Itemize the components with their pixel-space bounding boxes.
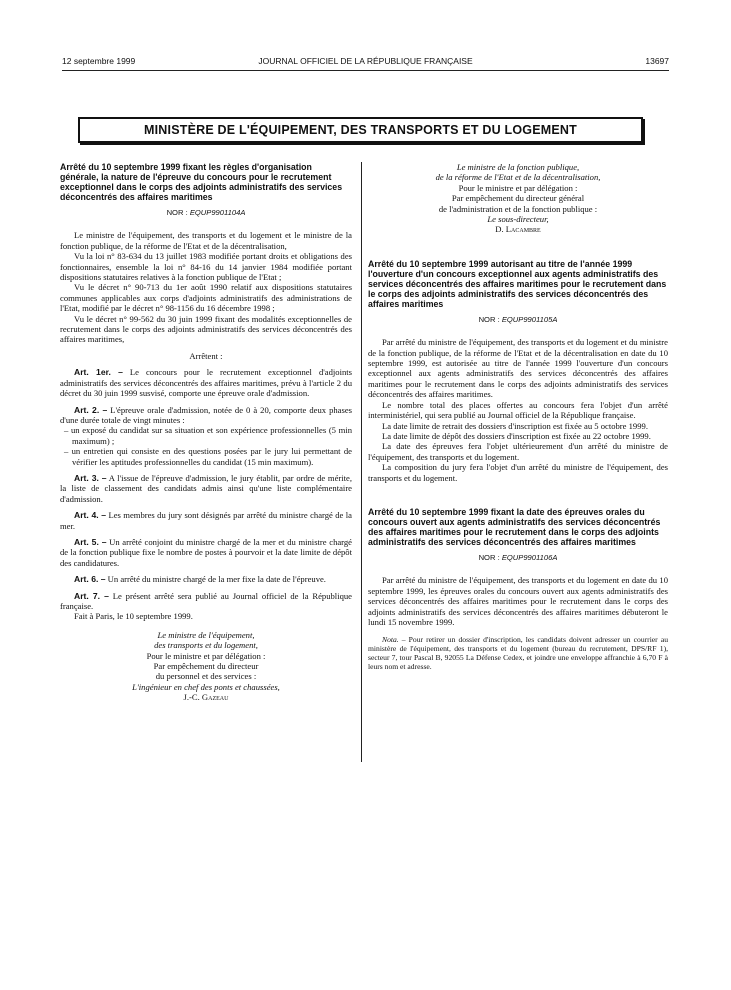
decree-title: Arrêté du 10 septembre 1999 autorisant au titre de l'année 1999 l'ouverture d'un concours exceptionnel aux agents administratifs des services déconcentrés des affaires maritimes pour le recrutement dans le corps des adjoints administratifs des services déconcentrés des affaires maritimes — [368, 258, 667, 309]
nor-reference: NOR : EQUP9901104A — [166, 208, 246, 217]
header-date: 12 septembre 1999 — [62, 56, 136, 66]
list-item: – un entretien qui consiste en des questions posées par le jury lui permettant de vérifier les aptitudes professionnelles du candidat (15 min maximum). — [72, 446, 352, 467]
running-header — [62, 56, 669, 70]
paragraph: Le nombre total des places offertes au concours fera l'objet d'un arrêté interministériel, qui sera publié au Journal officiel de la République française. — [368, 399, 668, 421]
visa: Vu la loi n° 83-634 du 13 juillet 1983 modifiée portant droits et obligations des fonctionnaires, ensemble la loi n° 84-16 du 14 janvier 1984 modifiée portant dispositions statutaires relatives à la fonction publique de l'Etat ; — [60, 251, 352, 283]
signature-block: Le ministre de la fonction publique, de la réforme de l'Etat et de la décentralisation, Pour le ministre et par délégation : Par empêchement du directeur général de l'administration et de la fonction publique : Le sous-directeur, D. Lacambre — [368, 162, 668, 235]
article-5: Art. 5. – Un arrêté conjoint du ministre chargé de la mer et du ministre chargé de la fonction publique fixe le nombre de postes à pourvoir et la date limite de dépôt des candidatures. — [60, 536, 352, 568]
article-7: Art. 7. – Le présent arrêté sera publié au Journal officiel de la République française. — [60, 590, 352, 611]
right-column — [368, 162, 668, 671]
paragraph: La date limite de retrait des dossiers d'inscription est fixée au 5 octobre 1999. — [382, 420, 648, 431]
column-divider — [361, 162, 362, 762]
list-item: – un exposé du candidat sur sa situation et son expérience professionnelles (5 min maximum) ; — [72, 425, 352, 446]
paragraph: La date des épreuves fera l'objet ultérieurement d'un arrêté du ministre de l'équipement, des transports et du logement. — [368, 441, 668, 462]
signatory-name: J.-C. Gazeau — [183, 692, 229, 703]
journal-title: JOURNAL OFFICIEL DE LA RÉPUBLIQUE FRANÇAISE — [258, 56, 473, 66]
page-number: 13697 — [645, 56, 669, 66]
decree-title: Arrêté du 10 septembre 1999 fixant les règles d'organisation générale, la nature de l'épreuve du concours pour le recrutement exceptionnel dans le corps des adjoints administratifs des services déconcentrés des affaires maritimes — [60, 162, 343, 202]
visa: Vu le décret n° 99-562 du 30 juin 1999 fixant des modalités exceptionnelles de recrutement dans le corps des adjoints administratifs des services déconcentrés des affaires maritimes, — [60, 313, 352, 345]
nor-reference: NOR : EQUP9901106A — [478, 552, 558, 562]
nota: Nota. – Pour retirer un dossier d'inscription, les candidats doivent adresser un courrier au ministère de l'équipement, des transports et du logement (bureau du recrutement, DPS/RF 1), secteur 7, tour Pascal B, 92055 La Défense Cedex, et joindre une enveloppe affranchie à 6,70 F à leurs nom et adresse. — [368, 635, 668, 672]
article-2-list — [60, 425, 352, 467]
article-6: Art. 6. – Un arrêté du ministre chargé de la mer fixe la date de l'épreuve. — [74, 574, 326, 585]
header-rule — [62, 70, 669, 71]
article-2: Art. 2. – L'épreuve orale d'admission, notée de 0 à 20, comporte deux phases d'une durée totale de vingt minutes : — [60, 404, 352, 425]
visa: Vu le décret n° 90-713 du 1er août 1990 relatif aux dispositions statutaires communes applicables aux corps d'adjoints administratifs des administrations de l'Etat, modifié par le décret n° 98-1156 du 16 décembre 1998 ; — [60, 282, 352, 314]
signature-block: Le ministre de l'équipement, des transports et du logement, Pour le ministre et par délégation : Par empêchement du directeur du personnel et des services : L'ingénieur en chef des ponts et chaussées, J.-C. Gazeau — [60, 630, 352, 703]
signing-date: Fait à Paris, le 10 septembre 1999. — [74, 611, 193, 622]
ministry-banner: MINISTÈRE DE L'ÉQUIPEMENT, DES TRANSPORTS ET DU LOGEMENT — [78, 117, 643, 143]
left-column — [60, 162, 352, 703]
paragraph: Par arrêté du ministre de l'équipement, des transports et du logement et du ministre de la fonction publique, de la réforme de l'Etat et de la décentralisation en date du 10 septembre 1999, est autorisée au titre de l'année 1999 l'ouverture d'un concours exceptionnel aux agents administratifs des services déconcentrés des affaires maritimes pour le recrutement dans le corps des adjoints administratifs des services déconcentrés des affaires maritimes. — [368, 337, 668, 400]
signatory-name: D. Lacambre — [495, 224, 541, 235]
preamble: Le ministre de l'équipement, des transports et du logement et le ministre de la fonction publique, de la réforme de l'Etat et de la décentralisation, — [60, 230, 352, 251]
nor-reference: NOR : EQUP9901105A — [478, 314, 558, 324]
arretent: Arrêtent : — [189, 350, 223, 361]
article-3: Art. 3. – A l'issue de l'épreuve d'admission, le jury établit, par ordre de mérite, la liste de classement des candidats admis ainsi qu'une liste complémentaire d'admission. — [60, 472, 352, 504]
decree-title: Arrêté du 10 septembre 1999 fixant la date des épreuves orales du concours ouvert aux agents administratifs des services déconcentrés des affaires maritimes pour le recrutement dans le corps des adjoints administratifs des services déconcentrés des affaires maritimes — [368, 506, 661, 547]
article-4: Art. 4. – Les membres du jury sont désignés par arrêté du ministre chargé de la mer. — [60, 510, 352, 531]
paragraph: La date limite de dépôt des dossiers d'inscription est fixée au 22 octobre 1999. — [382, 430, 651, 441]
article-1: Art. 1er. – Le concours pour le recrutement exceptionnel d'adjoints administratifs des services déconcentrés des affaires maritimes, prévu à l'article 2 du décret du 30 juin 1999 susvisé, comporte une épreuve orale d'admission. — [60, 367, 353, 399]
paragraph: La composition du jury fera l'objet d'un arrêté du ministre de l'équipement, des transports et du logement. — [368, 462, 668, 483]
paragraph: Par arrêté du ministre de l'équipement, des transports et du logement en date du 10 septembre 1999, les épreuves orales du concours ouvert aux agents administratifs des services déconcentrés des affaires maritimes pour le recrutement dans le corps des adjoints administratifs des services déconcentrés des affaires maritimes débuteront le lundi 15 novembre 1999. — [368, 575, 668, 627]
